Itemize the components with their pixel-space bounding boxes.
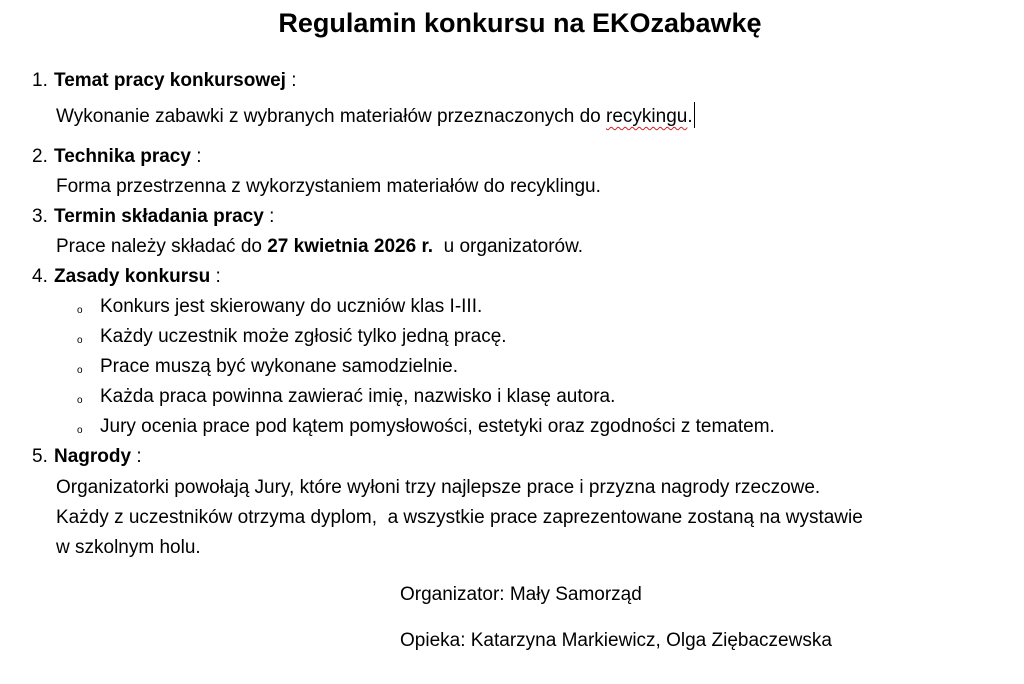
list-item: Prace muszą być wykonane samodzielnie. xyxy=(100,356,459,377)
bullet-marker: o xyxy=(77,365,83,376)
section-1-heading-line xyxy=(32,69,297,93)
section-separator: : xyxy=(263,206,275,227)
section-heading: Termin składania pracy xyxy=(54,206,264,227)
organizer-signature: Organizator: Mały Samorząd xyxy=(400,584,642,605)
list-item: Każdy uczestnik może zgłosić tylko jedną pracę. xyxy=(100,326,507,347)
section-3-heading-line xyxy=(32,205,274,229)
section-separator: : xyxy=(190,146,202,167)
section-number: 3. xyxy=(32,206,48,227)
section-2-heading-line xyxy=(32,145,202,169)
section-1-text-main: Wykonanie zabawki z wybranych materiałów przeznaczonych do xyxy=(56,106,607,127)
supervisors-signature: Opieka: Katarzyna Markiewicz, Olga Ziębaczewska xyxy=(400,630,832,651)
section-number: 5. xyxy=(32,446,48,467)
list-item: Jury ocenia prace pod kątem pomysłowości, estetyki oraz zgodności z tematem. xyxy=(100,416,775,437)
section-number: 1. xyxy=(32,70,48,91)
section-3-text xyxy=(56,235,583,259)
section-5-text-line: Organizatorki powołają Jury, które wyłoni trzy najlepsze prace i przyzna nagrody rzeczowe. xyxy=(56,477,821,498)
section-4-heading-line xyxy=(32,265,221,289)
section-heading: Zasady konkursu xyxy=(54,266,211,287)
section-1-text xyxy=(56,102,695,129)
section-5-text-line: Każdy z uczestników otrzyma dyplom, a wszystkie prace zaprezentowane zostaną na wystawie xyxy=(56,507,863,528)
section-1-text-end: . xyxy=(687,106,693,127)
text-cursor xyxy=(694,102,695,128)
section-separator: : xyxy=(131,446,142,467)
section-separator: : xyxy=(285,70,297,91)
section-5-text-line: w szkolnym holu. xyxy=(56,537,201,558)
spellcheck-flagged-word[interactable]: recykingu xyxy=(606,106,688,127)
list-item: Konkurs jest skierowany do uczniów klas I-III. xyxy=(100,296,483,317)
section-5-heading-line xyxy=(32,445,142,469)
bullet-marker: o xyxy=(77,425,83,436)
section-heading: Technika pracy xyxy=(54,146,191,167)
section-3-text-before: Prace należy składać do xyxy=(56,236,268,257)
section-heading: Nagrody xyxy=(54,446,132,467)
bullet-marker: o xyxy=(77,335,83,346)
section-2-text: Forma przestrzenna z wykorzystaniem materiałów do recyklingu. xyxy=(56,176,601,197)
section-number: 4. xyxy=(32,266,48,287)
bullet-marker: o xyxy=(77,305,83,316)
section-separator: : xyxy=(210,266,221,287)
bullet-marker: o xyxy=(77,395,83,406)
section-number: 2. xyxy=(32,146,48,167)
section-heading: Temat pracy konkursowej xyxy=(54,70,286,91)
section-3-text-after: u organizatorów. xyxy=(433,236,584,257)
document-title: Regulamin konkursu na EKOzabawkę xyxy=(278,8,762,38)
list-item: Każda praca powinna zawierać imię, nazwisko i klasę autora. xyxy=(100,386,616,407)
deadline-date: 27 kwietnia 2026 r. xyxy=(267,236,434,257)
